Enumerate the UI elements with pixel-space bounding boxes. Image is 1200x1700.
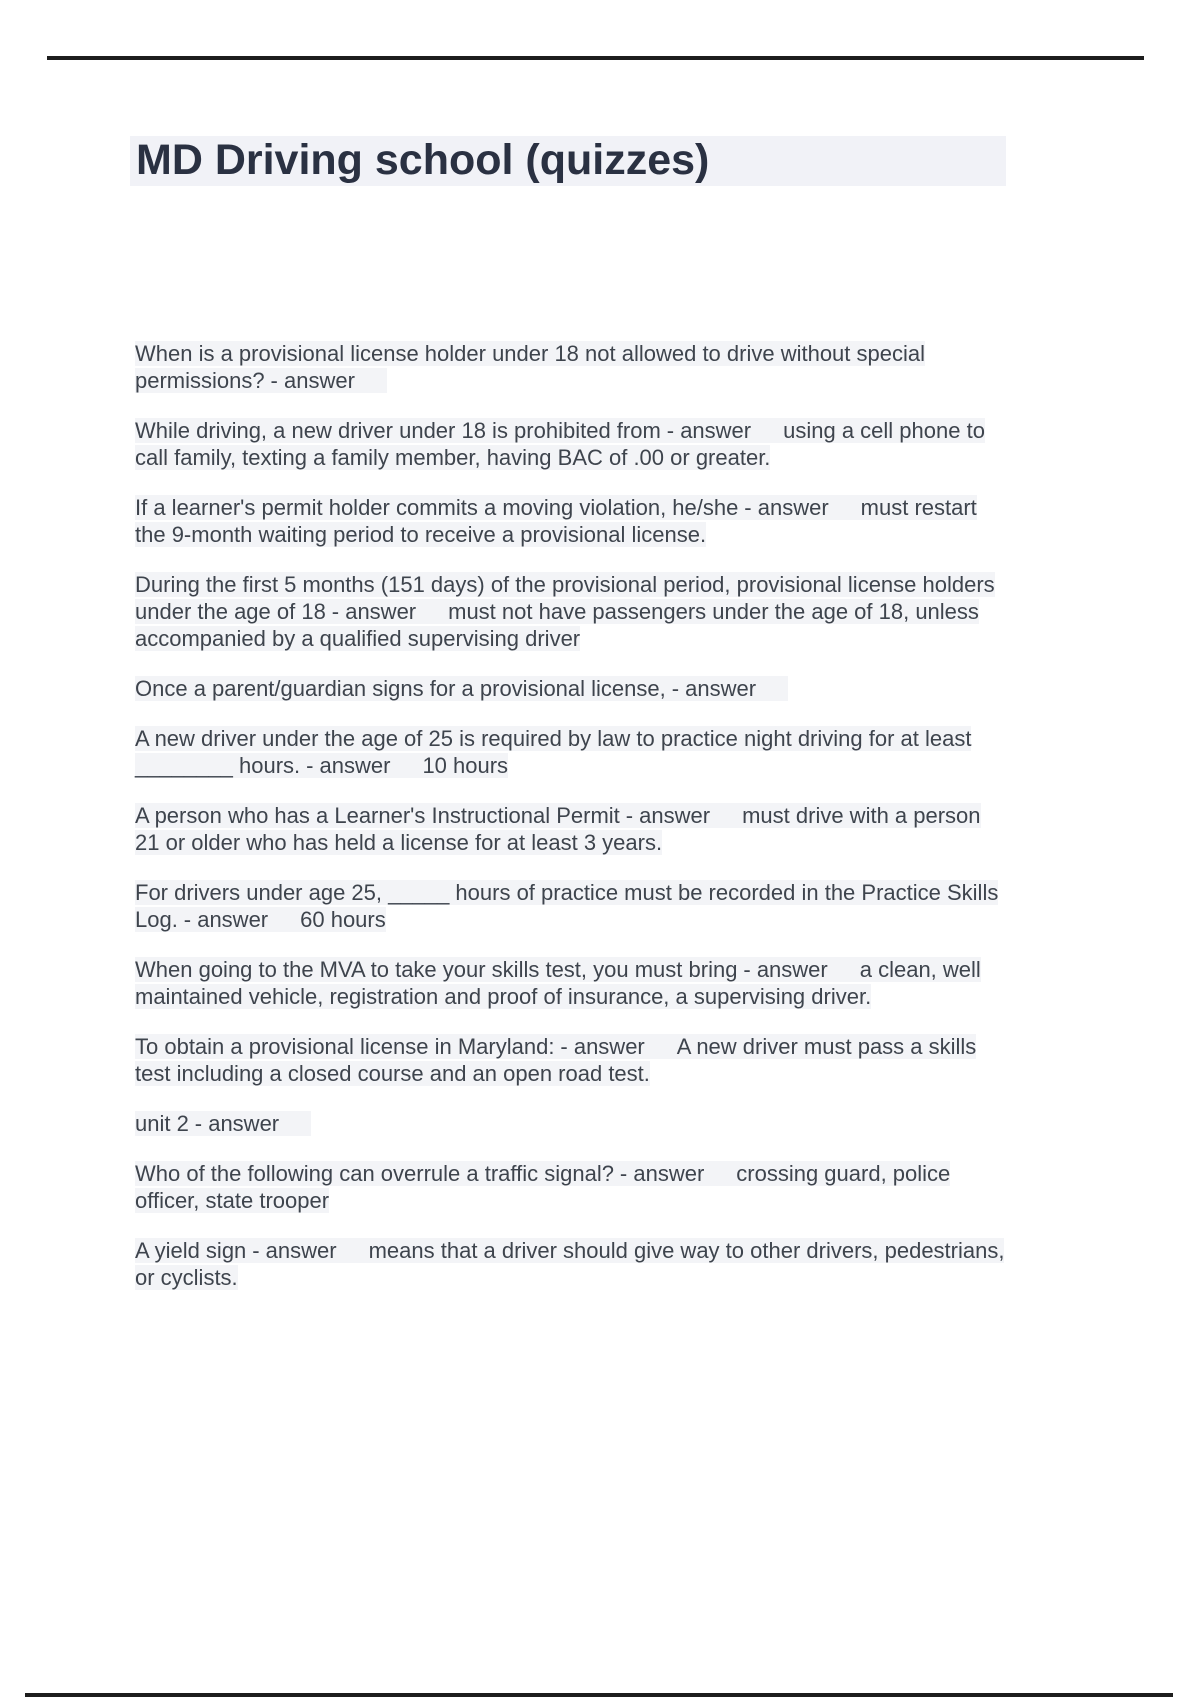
answer-text: must drive with a person 21 or older who has held a license for at least 3 years. — [135, 803, 981, 855]
question-text: When is a provisional license holder under 18 not allowed to drive without special permissions? — [135, 341, 926, 393]
answer-text: a clean, well maintained vehicle, registration and proof of insurance, a supervising driver. — [135, 957, 981, 1009]
qa-item — [135, 725, 1007, 779]
question-text: During the first 5 months (151 days) of the provisional period, provisional license holders under the age of 18 — [135, 572, 995, 624]
page-title: MD Driving school (quizzes) — [130, 136, 1006, 186]
question-text: When going to the MVA to take your skills test, you must bring — [135, 957, 738, 982]
qa-list — [135, 340, 1007, 1314]
answer-gap — [355, 387, 387, 388]
question-text: For drivers under age 25, _____ hours of practice must be recorded in the Practice Skills Log. — [135, 880, 999, 932]
answer-separator: - answer — [306, 753, 391, 778]
answer-separator: - answer — [671, 676, 757, 701]
question-text: A person who has a Learner's Instructional Permit — [135, 803, 620, 828]
answer-separator: - answer — [252, 1238, 337, 1263]
answer-gap — [751, 437, 783, 438]
answer-separator: - answer — [560, 1034, 645, 1059]
answer-separator: - answer — [743, 957, 828, 982]
qa-item — [135, 1033, 1007, 1087]
answer-text: means that a driver should give way to other drivers, pedestrians, or cyclists. — [135, 1238, 1005, 1290]
answer-separator: - answer — [666, 418, 752, 443]
qa-item — [135, 1110, 1007, 1137]
question-text: Once a parent/guardian signs for a provisional license, — [135, 676, 666, 701]
answer-gap — [279, 1130, 311, 1131]
answer-gap — [704, 1180, 736, 1181]
answer-separator: - answer — [619, 1161, 705, 1186]
qa-item — [135, 340, 1007, 394]
answer-gap — [390, 772, 422, 773]
answer-gap — [710, 822, 742, 823]
answer-separator: - answer — [194, 1111, 280, 1136]
title-block — [130, 136, 1006, 186]
answer-gap — [416, 618, 448, 619]
answer-gap — [337, 1257, 369, 1258]
qa-item — [135, 675, 1007, 702]
question-text: A yield sign — [135, 1238, 247, 1263]
answer-separator: - answer — [183, 907, 269, 932]
answer-separator: - answer — [270, 368, 355, 393]
answer-text: must not have passengers under the age of 18, unless accompanied by a qualified supervising driver — [135, 599, 979, 651]
answer-separator: - answer — [744, 495, 829, 520]
top-rule — [47, 56, 1144, 60]
answer-separator: - answer — [625, 803, 711, 828]
qa-item — [135, 1237, 1007, 1291]
answer-text: must restart the 9-month waiting period to receive a provisional license. — [135, 495, 977, 547]
answer-gap — [829, 514, 861, 515]
answer-gap — [645, 1053, 677, 1054]
qa-item — [135, 494, 1007, 548]
bottom-rule — [25, 1693, 1173, 1697]
answer-text: 10 hours — [422, 753, 509, 778]
qa-item — [135, 1160, 1007, 1214]
qa-item — [135, 879, 1007, 933]
qa-item — [135, 571, 1007, 652]
question-text: To obtain a provisional license in Maryland: — [135, 1034, 555, 1059]
question-text: Who of the following can overrule a traffic signal? — [135, 1161, 614, 1186]
question-text: unit 2 — [135, 1111, 189, 1136]
answer-gap — [268, 926, 300, 927]
qa-item — [135, 956, 1007, 1010]
answer-text: crossing guard, police officer, state trooper — [135, 1161, 951, 1213]
qa-item — [135, 417, 1007, 471]
answer-gap — [756, 695, 788, 696]
qa-item — [135, 802, 1007, 856]
answer-text: using a cell phone to call family, texting a family member, having BAC of .00 or greater. — [135, 418, 985, 470]
answer-gap — [828, 976, 860, 977]
answer-text: A new driver must pass a skills test including a closed course and an open road test. — [135, 1034, 977, 1086]
question-text: While driving, a new driver under 18 is prohibited from — [135, 418, 661, 443]
question-text: A new driver under the age of 25 is required by law to practice night driving for at least ________ hours. — [135, 726, 972, 778]
answer-text: 60 hours — [300, 907, 386, 932]
question-text: If a learner's permit holder commits a moving violation, he/she — [135, 495, 739, 520]
answer-separator: - answer — [331, 599, 417, 624]
